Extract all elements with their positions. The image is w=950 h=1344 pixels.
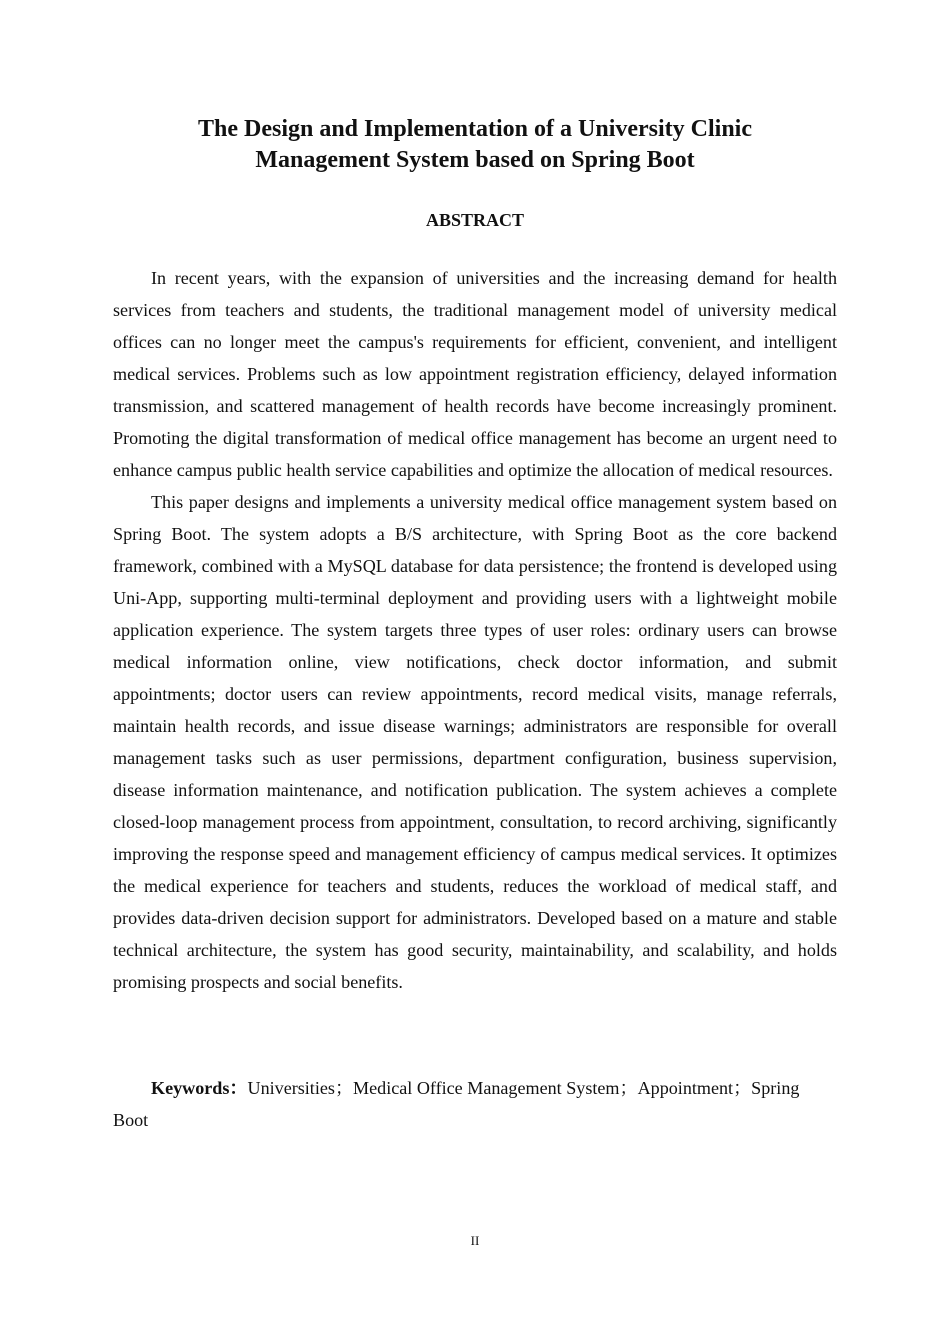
paper-title — [113, 114, 837, 176]
keywords-label: Keywords： — [151, 1078, 248, 1098]
page-number: II — [470, 1233, 480, 1248]
paper-title-line-2: Management System based on Spring Boot — [255, 147, 695, 173]
abstract-body — [113, 262, 837, 998]
abstract-heading: ABSTRACT — [425, 210, 525, 230]
keywords-line — [113, 1072, 837, 1136]
paper-title-line-1: The Design and Implementation of a University Clinic — [197, 116, 752, 142]
abstract-paragraph-1: In recent years, with the expansion of universities and the increasing demand for health services from teachers and students, the traditional management model of university medical offices can no longer meet the campus's requirements for efficient, convenient, and intelligent medical services. Problems such as low appointment registration efficiency, delayed information transmission, and scattered management of health records have become increasingly prominent. Promoting the digital transformation of medical office management has become an urgent need to enhance campus public health service capabilities and optimize the allocation of medical resources. — [113, 268, 837, 480]
keywords-text: Universities；Medical Office Management System；Appointment；Spring Boot — [113, 1078, 800, 1130]
abstract-paragraph-2: This paper designs and implements a university medical office management system based on Spring Boot. The system adopts a B/S architecture, with Spring Boot as the core backend framework, combined with a MySQL database for data persistence; the frontend is developed using Uni-App, supporting multi-terminal deployment and providing users with a lightweight mobile application experience. The system targets three types of user roles: ordinary users can browse medical information online, view notifications, check doctor information, and submit appointments; doctor users can review appointments, record medical visits, manage referrals, maintain health records, and issue disease warnings; administrators are responsible for overall management tasks such as user permissions, department configuration, business supervision, disease information maintenance, and notification publication. The system achieves a complete closed-loop management process from appointment, consultation, to record archiving, significantly improving the response speed and management efficiency of campus medical services. It optimizes the medical experience for teachers and students, reduces the workload of medical staff, and provides data-driven decision support for administrators. Developed based on a mature and stable technical architecture, the system has good security, maintainability, and scalability, and holds promising prospects and social benefits. — [113, 492, 837, 992]
